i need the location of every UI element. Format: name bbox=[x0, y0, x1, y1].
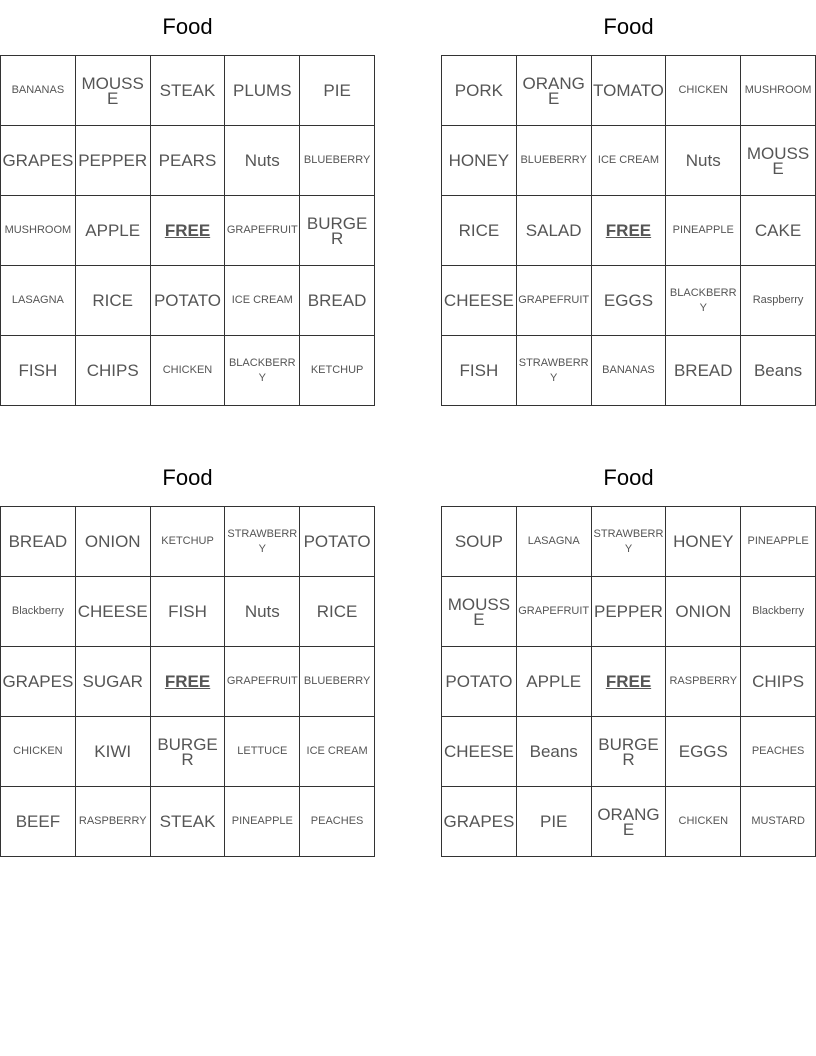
bingo-row bbox=[1, 787, 375, 857]
bingo-cell: BREAD bbox=[666, 336, 741, 406]
bingo-row bbox=[1, 336, 375, 406]
bingo-cell: MOUSSE bbox=[75, 56, 150, 126]
bingo-cell: ORANGE bbox=[516, 56, 591, 126]
free-space-cell: FREE bbox=[150, 196, 225, 266]
bingo-cell: CHICKEN bbox=[666, 787, 741, 857]
bingo-cell: HONEY bbox=[442, 126, 517, 196]
bingo-row bbox=[442, 266, 816, 336]
bingo-cell: CHIPS bbox=[741, 647, 816, 717]
card-title: Food bbox=[603, 465, 654, 490]
bingo-cell: Beans bbox=[741, 336, 816, 406]
bingo-cell: FISH bbox=[1, 336, 76, 406]
bingo-cell: CHICKEN bbox=[1, 717, 76, 787]
bingo-cell: RASPBERRY bbox=[666, 647, 741, 717]
bingo-cell: Nuts bbox=[225, 126, 300, 196]
bingo-cell: STEAK bbox=[150, 787, 225, 857]
bingo-cell: KETCHUP bbox=[150, 507, 225, 577]
bingo-row bbox=[442, 787, 816, 857]
bingo-cell: MUSTARD bbox=[741, 787, 816, 857]
bingo-row bbox=[1, 126, 375, 196]
bingo-cell: CHIPS bbox=[75, 336, 150, 406]
bingo-row bbox=[442, 56, 816, 126]
bingo-cell: BURGER bbox=[591, 717, 666, 787]
bingo-cell: Raspberry bbox=[741, 266, 816, 336]
free-space-cell: FREE bbox=[150, 647, 225, 717]
bingo-cell: CAKE bbox=[741, 196, 816, 266]
card-title: Food bbox=[162, 465, 213, 490]
bingo-cell: LASAGNA bbox=[1, 266, 76, 336]
bingo-cell: BANANAS bbox=[591, 336, 666, 406]
bingo-cell: STRAWBERRY bbox=[225, 507, 300, 577]
bingo-row bbox=[442, 647, 816, 717]
bingo-row bbox=[1, 647, 375, 717]
bingo-cell: GRAPES bbox=[1, 647, 76, 717]
bingo-cell: MOUSSE bbox=[741, 126, 816, 196]
bingo-cell: BLACKBERRY bbox=[666, 266, 741, 336]
bingo-cell: PINEAPPLE bbox=[666, 196, 741, 266]
bingo-cell: PINEAPPLE bbox=[741, 507, 816, 577]
bingo-cell: CHICKEN bbox=[150, 336, 225, 406]
bingo-cell: BANANAS bbox=[1, 56, 76, 126]
bingo-cell: EGGS bbox=[591, 266, 666, 336]
bingo-cell: CHEESE bbox=[442, 266, 517, 336]
bingo-row bbox=[442, 507, 816, 577]
bingo-cell: PORK bbox=[442, 56, 517, 126]
bingo-row bbox=[442, 336, 816, 406]
bingo-cell: ONION bbox=[666, 577, 741, 647]
bingo-cell: STRAWBERRY bbox=[516, 336, 591, 406]
bingo-cell: RICE bbox=[442, 196, 517, 266]
bingo-row bbox=[1, 196, 375, 266]
bingo-cell: PEPPER bbox=[75, 126, 150, 196]
bingo-cell: BURGER bbox=[150, 717, 225, 787]
bingo-cell: RICE bbox=[300, 577, 375, 647]
bingo-cell: GRAPEFRUIT bbox=[516, 577, 591, 647]
bingo-cell: POTATO bbox=[442, 647, 517, 717]
bingo-row bbox=[442, 126, 816, 196]
bingo-cell: BLACKBERRY bbox=[225, 336, 300, 406]
bingo-grid bbox=[441, 55, 816, 406]
bingo-cell: TOMATO bbox=[591, 56, 666, 126]
bingo-row bbox=[1, 717, 375, 787]
bingo-grid bbox=[441, 506, 816, 857]
bingo-cell: PEACHES bbox=[300, 787, 375, 857]
bingo-cell: STRAWBERRY bbox=[591, 507, 666, 577]
bingo-cell: APPLE bbox=[75, 196, 150, 266]
bingo-cell: EGGS bbox=[666, 717, 741, 787]
bingo-cell: BLUEBERRY bbox=[300, 126, 375, 196]
bingo-cell: GRAPEFRUIT bbox=[225, 196, 300, 266]
bingo-cell: RASPBERRY bbox=[75, 787, 150, 857]
bingo-cell: SUGAR bbox=[75, 647, 150, 717]
bingo-cell: CHICKEN bbox=[666, 56, 741, 126]
bingo-cell: PIE bbox=[300, 56, 375, 126]
bingo-cell: STEAK bbox=[150, 56, 225, 126]
bingo-cell: CHEESE bbox=[442, 717, 517, 787]
bingo-cell: KETCHUP bbox=[300, 336, 375, 406]
bingo-cell: BREAD bbox=[1, 507, 76, 577]
bingo-cell: MOUSSE bbox=[442, 577, 517, 647]
card-title: Food bbox=[603, 14, 654, 39]
bingo-cell: ICE CREAM bbox=[300, 717, 375, 787]
bingo-row bbox=[442, 196, 816, 266]
bingo-cell: POTATO bbox=[150, 266, 225, 336]
bingo-cell: PIE bbox=[516, 787, 591, 857]
bingo-cell: Blackberry bbox=[741, 577, 816, 647]
bingo-cell: LASAGNA bbox=[516, 507, 591, 577]
bingo-cell: GRAPEFRUIT bbox=[516, 266, 591, 336]
bingo-cell: CHEESE bbox=[75, 577, 150, 647]
bingo-cell: BLUEBERRY bbox=[516, 126, 591, 196]
bingo-cell: GRAPES bbox=[1, 126, 76, 196]
bingo-row bbox=[1, 56, 375, 126]
bingo-cell: PEARS bbox=[150, 126, 225, 196]
bingo-cell: FISH bbox=[150, 577, 225, 647]
bingo-cell: APPLE bbox=[516, 647, 591, 717]
bingo-cell: MUSHROOM bbox=[1, 196, 76, 266]
bingo-cell: POTATO bbox=[300, 507, 375, 577]
bingo-cell: HONEY bbox=[666, 507, 741, 577]
bingo-cell: GRAPEFRUIT bbox=[225, 647, 300, 717]
bingo-cell: Nuts bbox=[666, 126, 741, 196]
bingo-cell: MUSHROOM bbox=[741, 56, 816, 126]
bingo-cell: PEACHES bbox=[741, 717, 816, 787]
bingo-cell: FISH bbox=[442, 336, 517, 406]
bingo-cell: SALAD bbox=[516, 196, 591, 266]
bingo-cell: ONION bbox=[75, 507, 150, 577]
bingo-cell: PEPPER bbox=[591, 577, 666, 647]
bingo-cell: GRAPES bbox=[442, 787, 517, 857]
bingo-row bbox=[1, 507, 375, 577]
bingo-row bbox=[1, 266, 375, 336]
bingo-cell: ICE CREAM bbox=[225, 266, 300, 336]
bingo-cell: PINEAPPLE bbox=[225, 787, 300, 857]
bingo-cell: BLUEBERRY bbox=[300, 647, 375, 717]
bingo-cell: RICE bbox=[75, 266, 150, 336]
bingo-cell: KIWI bbox=[75, 717, 150, 787]
bingo-cell: ORANGE bbox=[591, 787, 666, 857]
bingo-grid bbox=[0, 506, 375, 857]
bingo-cell: BURGER bbox=[300, 196, 375, 266]
bingo-cell: PLUMS bbox=[225, 56, 300, 126]
bingo-row bbox=[442, 577, 816, 647]
bingo-cell: LETTUCE bbox=[225, 717, 300, 787]
free-space-cell: FREE bbox=[591, 647, 666, 717]
bingo-cell: ICE CREAM bbox=[591, 126, 666, 196]
card-title: Food bbox=[162, 14, 213, 39]
bingo-cell: Blackberry bbox=[1, 577, 76, 647]
bingo-cell: BEEF bbox=[1, 787, 76, 857]
bingo-cell: SOUP bbox=[442, 507, 517, 577]
bingo-cell: Nuts bbox=[225, 577, 300, 647]
bingo-cell: Beans bbox=[516, 717, 591, 787]
free-space-cell: FREE bbox=[591, 196, 666, 266]
bingo-row bbox=[1, 577, 375, 647]
bingo-grid bbox=[0, 55, 375, 406]
bingo-row bbox=[442, 717, 816, 787]
bingo-cell: BREAD bbox=[300, 266, 375, 336]
